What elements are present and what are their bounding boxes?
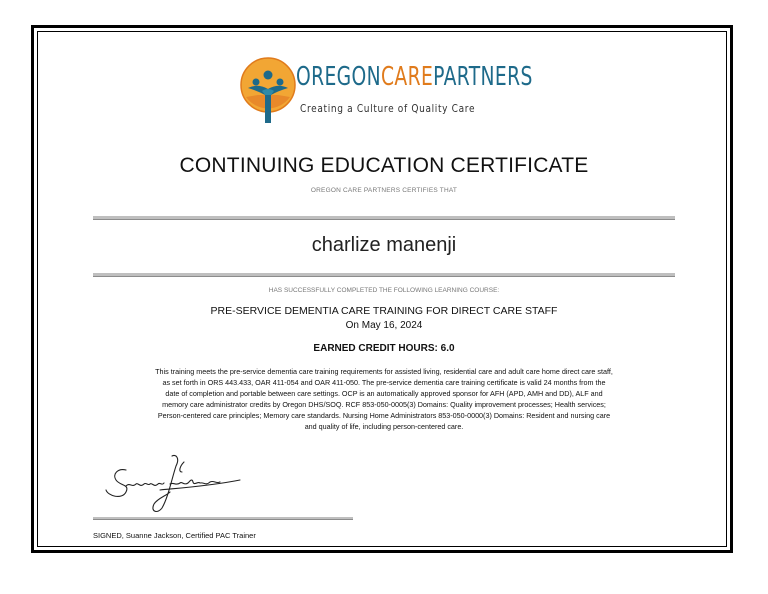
description-line: as set forth in ORS 443.433, OAR 411-054 and OAR 411-050. The pre-service dementia care training certificate is valid 24 months from the [162,378,606,387]
signature-line [93,517,353,520]
oregon-care-partners-logo [238,55,533,129]
certificate-title: CONTINUING EDUCATION CERTIFICATE [179,154,589,177]
logo-tagline: Creating a Culture of Quality Care [300,102,476,115]
certifies-line: OREGON CARE PARTNERS CERTIFIES THAT [310,187,458,194]
handwritten-signature [100,448,250,518]
course-title: PRE-SERVICE DEMENTIA CARE TRAINING FOR DIRECT CARE STAFF [210,305,558,317]
logo-name-part3: PARTNERS [433,62,533,92]
divider-top [93,216,675,220]
divider-bottom [93,273,675,277]
recipient-name: charlize manenji [311,234,457,256]
logo-name-part1: REGON [311,62,381,92]
description-line: memory care administrator credits by Oregon DHS/SOQ. RCF 853-050-0005(3) Domains: Quality improvement processes; Health services; [162,400,606,409]
credit-hours: EARNED CREDIT HOURS: 6.0 [313,343,455,354]
description [93,366,675,432]
description-line: Person-centered care principles; Memory care standards. Nursing Home Administrators 853-050-0000(3) Domains: Resident and nursing care [157,411,611,420]
completed-line: HAS SUCCESSFULLY COMPLETED THE FOLLOWING LEARNING COURSE: [268,287,500,294]
description-line: date of completion and portable between care settings. OCP is an automatically approved sponsor for AFH (APD, AMH and DD), ALF and [165,389,603,398]
people-globe-icon [238,55,298,129]
logo-wordmark: OREGONCAREPARTNERS [296,62,533,92]
completion-date: On May 16, 2024 [345,320,423,331]
logo-name-part2: CARE [380,62,434,92]
description-line: This training meets the pre-service dementia care training requirements for assisted living, residential care and adult care home direct care staff, [155,367,613,376]
signed-by: SIGNED, Suanne Jackson, Certified PAC Trainer [93,531,256,540]
description-line: and quality of life, including person-centered care. [304,422,464,431]
